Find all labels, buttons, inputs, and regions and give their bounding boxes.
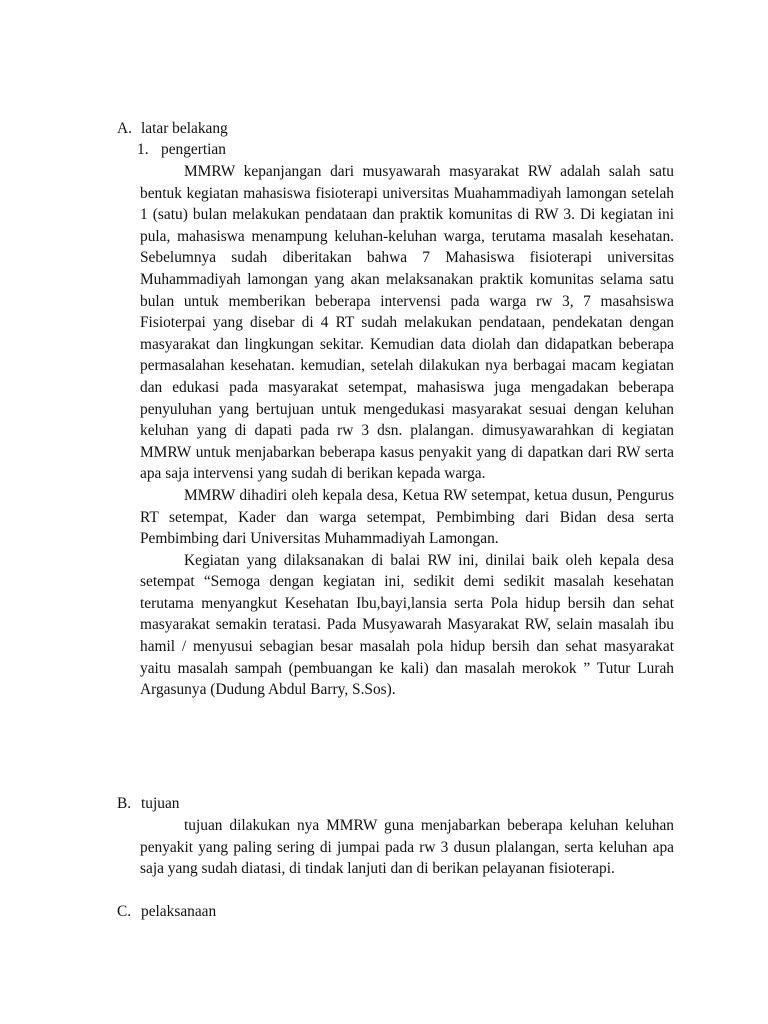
section-b-body bbox=[140, 815, 674, 880]
heading-title: latar belakang bbox=[141, 120, 228, 137]
heading-marker: A. bbox=[117, 120, 132, 137]
paragraph: MMRW dihadiri oleh kepala desa, Ketua RW setempat, ketua dusun, Pengurus RT setempat, Kader dan warga setempat, Pembimbing dari Bidan desa serta Pembimbing dari Universitas Muhammadiyah Lamongan. bbox=[140, 486, 674, 548]
subheading-title: pengertian bbox=[161, 141, 226, 158]
heading-latar-belakang bbox=[117, 118, 228, 140]
heading-pelaksanaan bbox=[117, 901, 216, 923]
heading-title: tujuan bbox=[141, 795, 180, 812]
paragraph: Kegiatan yang dilaksanakan di balai RW ini, dinilai baik oleh kepala desa setempat “Semoga dengan kegiatan ini, sedikit demi sedikit masalah kesehatan terutama menyangkut Kesehatan Ibu,bayi,lansia serta Pola hidup bersih dan sehat masyarakat semakin teratasi. Pada Musyawarah Masyarakat RW, selain masalah ibu hamil / menyusui sebagian besar masalah pola hidup bersih dan sehat masyarakat yaitu masalah sampah (pembuangan ke kali) dan masalah merokok ” Tutur Lurah Argasunya (Dudung Abdul Barry, S.Sos). bbox=[140, 551, 674, 699]
heading-marker: B. bbox=[117, 795, 132, 812]
subheading-pengertian bbox=[137, 139, 226, 161]
heading-marker: C. bbox=[117, 903, 132, 920]
heading-title: pelaksanaan bbox=[141, 903, 217, 920]
paragraph: tujuan dilakukan nya MMRW guna menjabarkan beberapa keluhan keluhan penyakit yang paling sering di jumpai pada rw 3 dusun plalangan, serta keluhan apa saja yang sudah diatasi, di tindak lanjuti dan di berikan pelayanan fisioterapi. bbox=[140, 817, 674, 878]
paragraph: MMRW kepanjangan dari musyawarah masyarakat RW adalah salah satu bentuk kegiatan mahasiswa fisioterapi universitas Muahammadiyah lamongan setelah 1 (satu) bulan melakukan pendataan dan praktik komunitas di RW 3. Di kegiatan ini pula, mahasiswa menampung keluhan-keluhan warga, terutama masalah kesehatan. Sebelumnya sudah diberitakan bahwa 7 Mahasiswa fisioterapi universitas Muhammadiyah lamongan yang akan melaksanakan praktik komunitas selama satu bulan untuk memberikan beberapa intervensi pada warga rw 3, 7 masahsiswa Fisioterpai yang disebar di 4 RT sudah melakukan pendataan, pendekatan dengan masyarakat dan lingkungan sekitar. Kemudian data diolah dan didapatkan beberapa permasalahan kesehatan. kemudian, setelah dilakukan nya berbagai macam kegiatan dan edukasi pada masyarakat setempat, mahasiswa juga mengadakan beberapa penyuluhan yang bertujuan untuk mengedukasi masyarakat sesuai dengan keluhan keluhan yang di dapati pada rw 3 dsn. plalangan. dimusyawarahkan di kegiatan MMRW untuk menjabarkan beberapa kasus penyakit yang di dapatkan dari RW serta apa saja intervensi yang sudah di berikan kepada warga. bbox=[140, 163, 674, 483]
section-a-body bbox=[140, 161, 674, 701]
subheading-marker: 1. bbox=[137, 141, 149, 158]
heading-tujuan bbox=[117, 793, 179, 815]
